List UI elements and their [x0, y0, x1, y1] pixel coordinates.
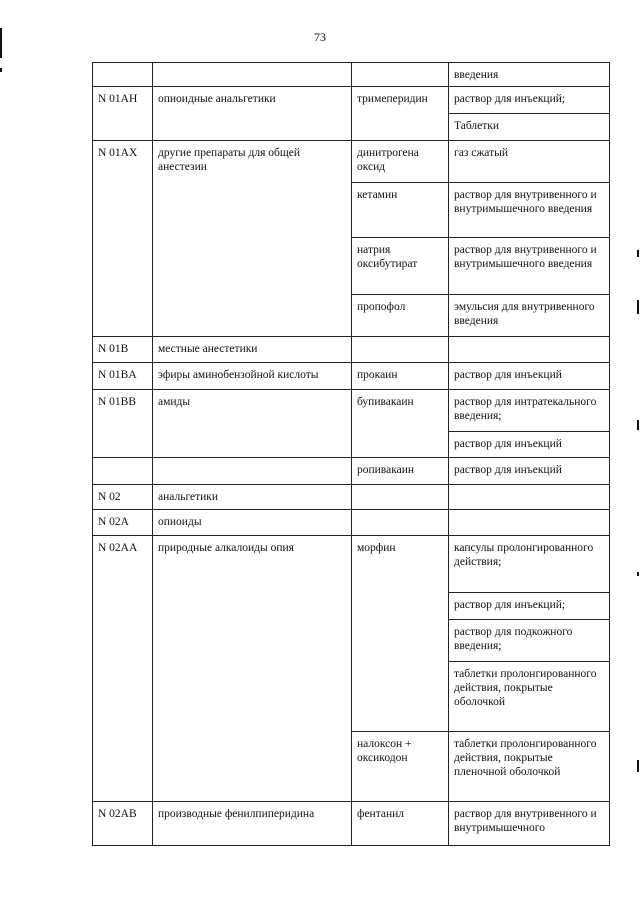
left-margin-tick — [0, 68, 2, 72]
right-margin-tick — [637, 420, 639, 430]
form-cell — [449, 485, 610, 510]
group-cell: эфиры аминобензойной кислоты — [153, 363, 352, 390]
drug-cell: пропофол — [352, 295, 449, 337]
form-cell: таблетки пролонгированного действия, покрытые оболочкой — [449, 662, 610, 732]
form-cell: введения — [449, 63, 610, 87]
left-margin-line — [0, 28, 2, 58]
table-row — [93, 536, 610, 593]
table-row — [93, 87, 610, 114]
atc-code-cell: N 02 — [93, 485, 153, 510]
form-cell: Таблетки — [449, 114, 610, 141]
form-cell — [449, 510, 610, 536]
group-cell — [153, 63, 352, 87]
group-cell: производные фенилпиперидина — [153, 802, 352, 846]
drug-cell — [352, 63, 449, 87]
table-row — [93, 485, 610, 510]
table-row — [93, 141, 610, 183]
group-cell: другие препараты для общей анестезии — [153, 141, 352, 337]
drug-cell — [352, 337, 449, 363]
drug-cell: ропивакаин — [352, 458, 449, 485]
form-cell — [449, 337, 610, 363]
atc-code-cell: N 01B — [93, 337, 153, 363]
drug-cell: фентанил — [352, 802, 449, 846]
drug-cell: налоксон + оксикодон — [352, 732, 449, 802]
group-cell — [153, 458, 352, 485]
form-cell: таблетки пролонгированного действия, покрытые пленочной оболочкой — [449, 732, 610, 802]
table-row — [93, 802, 610, 846]
form-cell: раствор для внутривенного и внутримышечного введения — [449, 183, 610, 238]
page-number: 73 — [314, 30, 326, 44]
drug-cell — [352, 485, 449, 510]
group-cell: амиды — [153, 390, 352, 458]
group-cell: опиоиды — [153, 510, 352, 536]
form-cell: раствор для инъекций; — [449, 87, 610, 114]
atc-code-cell: N 01BB — [93, 390, 153, 458]
form-cell: раствор для подкожного введения; — [449, 620, 610, 662]
form-cell: раствор для инъекций — [449, 363, 610, 390]
table-row — [93, 337, 610, 363]
drug-cell: тримеперидин — [352, 87, 449, 141]
table-row — [93, 458, 610, 485]
atc-code-cell: N 01AH — [93, 87, 153, 141]
form-cell: капсулы пролонгированного действия; — [449, 536, 610, 593]
drug-table — [92, 62, 610, 846]
form-cell: раствор для инъекций; — [449, 593, 610, 620]
atc-code-cell: N 02A — [93, 510, 153, 536]
table-row — [93, 363, 610, 390]
group-cell: опиоидные анальгетики — [153, 87, 352, 141]
drug-cell: кетамин — [352, 183, 449, 238]
atc-code-cell: N 01AX — [93, 141, 153, 337]
atc-code-cell: N 02AB — [93, 802, 153, 846]
drug-cell: прокаин — [352, 363, 449, 390]
form-cell: эмульсия для внутривенного введения — [449, 295, 610, 337]
atc-code-cell — [93, 63, 153, 87]
form-cell: газ сжатый — [449, 141, 610, 183]
drug-cell: натрия оксибутират — [352, 238, 449, 295]
right-margin-tick — [637, 760, 639, 772]
form-cell: раствор для внутривенного и внутримышечного введения — [449, 238, 610, 295]
form-cell: раствор для интратекального введения; — [449, 390, 610, 432]
atc-code-cell — [93, 458, 153, 485]
form-cell: раствор для инъекций — [449, 458, 610, 485]
atc-code-cell: N 01BA — [93, 363, 153, 390]
drug-cell: бупивакаин — [352, 390, 449, 458]
table-row — [93, 510, 610, 536]
drug-cell: динитрогена оксид — [352, 141, 449, 183]
group-cell: природные алкалоиды опия — [153, 536, 352, 802]
table-row — [93, 63, 610, 87]
right-margin-tick — [637, 572, 639, 576]
table-row — [93, 390, 610, 432]
form-cell: раствор для внутривенного и внутримышечного — [449, 802, 610, 846]
right-margin-tick — [637, 300, 639, 314]
form-cell: раствор для инъекций — [449, 432, 610, 458]
atc-code-cell: N 02AA — [93, 536, 153, 802]
drug-cell: морфин — [352, 536, 449, 732]
right-margin-tick — [637, 250, 639, 257]
drug-cell — [352, 510, 449, 536]
group-cell: местные анестетики — [153, 337, 352, 363]
group-cell: анальгетики — [153, 485, 352, 510]
